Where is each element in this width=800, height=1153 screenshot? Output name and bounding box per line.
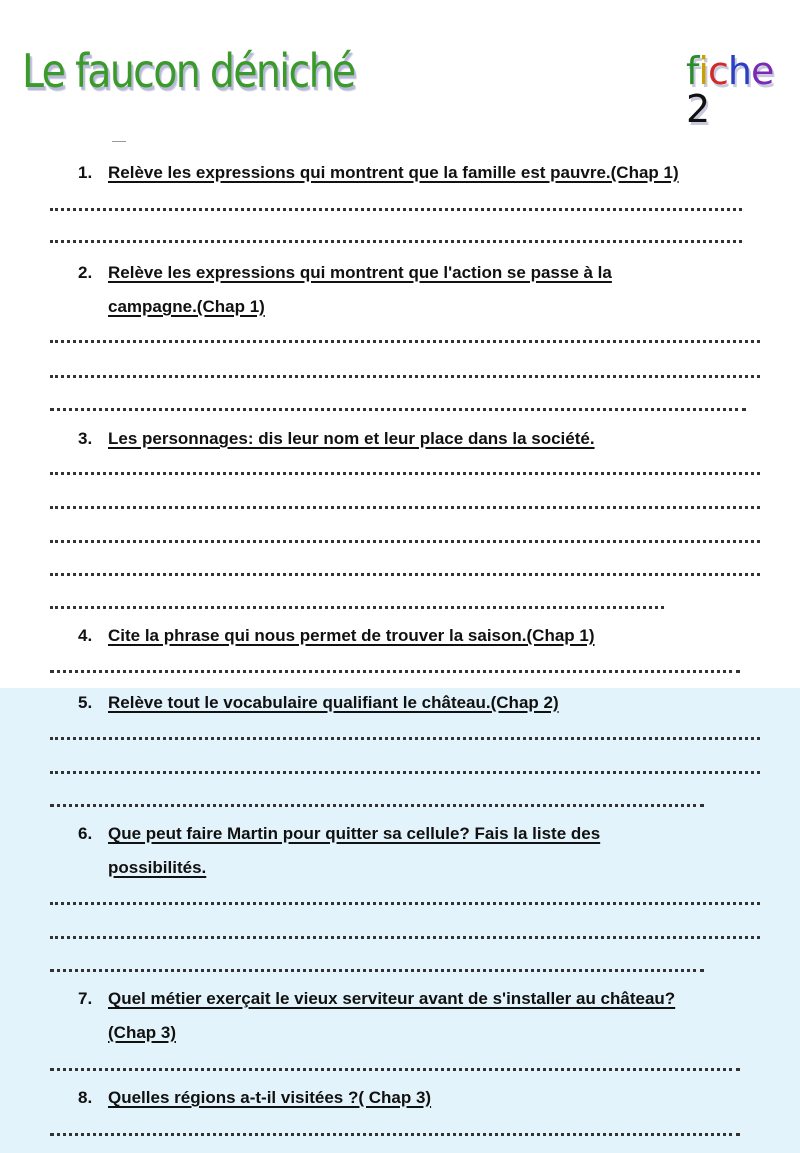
question-text-line1: Que peut faire Martin pour quitter sa cellule? Fais la liste des [108, 824, 601, 843]
answer-line[interactable] [50, 240, 742, 243]
question-6 [78, 817, 768, 885]
answer-line[interactable] [50, 771, 760, 774]
answer-line[interactable] [50, 472, 760, 475]
question-number: 2. [78, 263, 93, 282]
answer-line[interactable] [50, 506, 760, 509]
question-text-line2: possibilités. [108, 858, 207, 877]
question-number: 7. [78, 989, 93, 1008]
question-text: Cite la phrase qui nous permet de trouver la saison.(Chap 1) [108, 626, 595, 645]
answer-line[interactable] [50, 737, 760, 740]
answer-line[interactable] [50, 573, 760, 576]
worksheet-title: Le faucon déniché [22, 44, 355, 98]
fiche-letter: e [750, 49, 774, 93]
question-text: Les personnages: dis leur nom et leur place dans la société. [108, 429, 595, 448]
answer-line[interactable] [50, 936, 760, 939]
question-number: 4. [78, 626, 93, 645]
question-number: 1. [78, 163, 93, 182]
answer-line[interactable] [50, 606, 664, 609]
fiche-label [686, 49, 800, 131]
question-2 [78, 256, 768, 324]
question-text: Relève tout le vocabulaire qualifiant le château.(Chap 2) [108, 693, 559, 712]
question-text-line2: (Chap 3) [108, 1023, 176, 1042]
fiche-letter: f [686, 49, 699, 93]
answer-line[interactable] [50, 408, 746, 411]
answer-line[interactable] [50, 340, 760, 343]
fiche-letter: 2 [686, 87, 710, 131]
question-number: 6. [78, 824, 93, 843]
question-5 [78, 686, 768, 720]
question-8 [78, 1081, 768, 1115]
question-text-line1: Relève les expressions qui montrent que l'action se passe à la [108, 263, 612, 282]
question-text-line1: Quel métier exerçait le vieux serviteur avant de s'installer au château? [108, 989, 676, 1008]
question-3 [78, 422, 768, 456]
answer-line[interactable] [50, 804, 704, 807]
stray-dash [112, 141, 126, 142]
answer-line[interactable] [50, 208, 742, 211]
question-number: 3. [78, 429, 93, 448]
fiche-letter: i [698, 49, 708, 93]
answer-line[interactable] [50, 670, 740, 673]
answer-line[interactable] [50, 1133, 740, 1136]
answer-line[interactable] [50, 540, 760, 543]
question-number: 5. [78, 693, 93, 712]
question-text: Relève les expressions qui montrent que la famille est pauvre.(Chap 1) [108, 163, 679, 182]
answer-line[interactable] [50, 1068, 740, 1071]
question-text: Quelles régions a-t-il visitées ?( Chap 3) [108, 1088, 432, 1107]
question-1 [78, 156, 768, 190]
question-4 [78, 619, 768, 653]
question-7 [78, 982, 768, 1050]
answer-line[interactable] [50, 969, 704, 972]
answer-line[interactable] [50, 902, 760, 905]
answer-line[interactable] [50, 375, 760, 378]
fiche-letter: c [707, 49, 728, 93]
question-number: 8. [78, 1088, 93, 1107]
fiche-letter: h [727, 49, 751, 93]
question-text-line2: campagne.(Chap 1) [108, 297, 265, 316]
